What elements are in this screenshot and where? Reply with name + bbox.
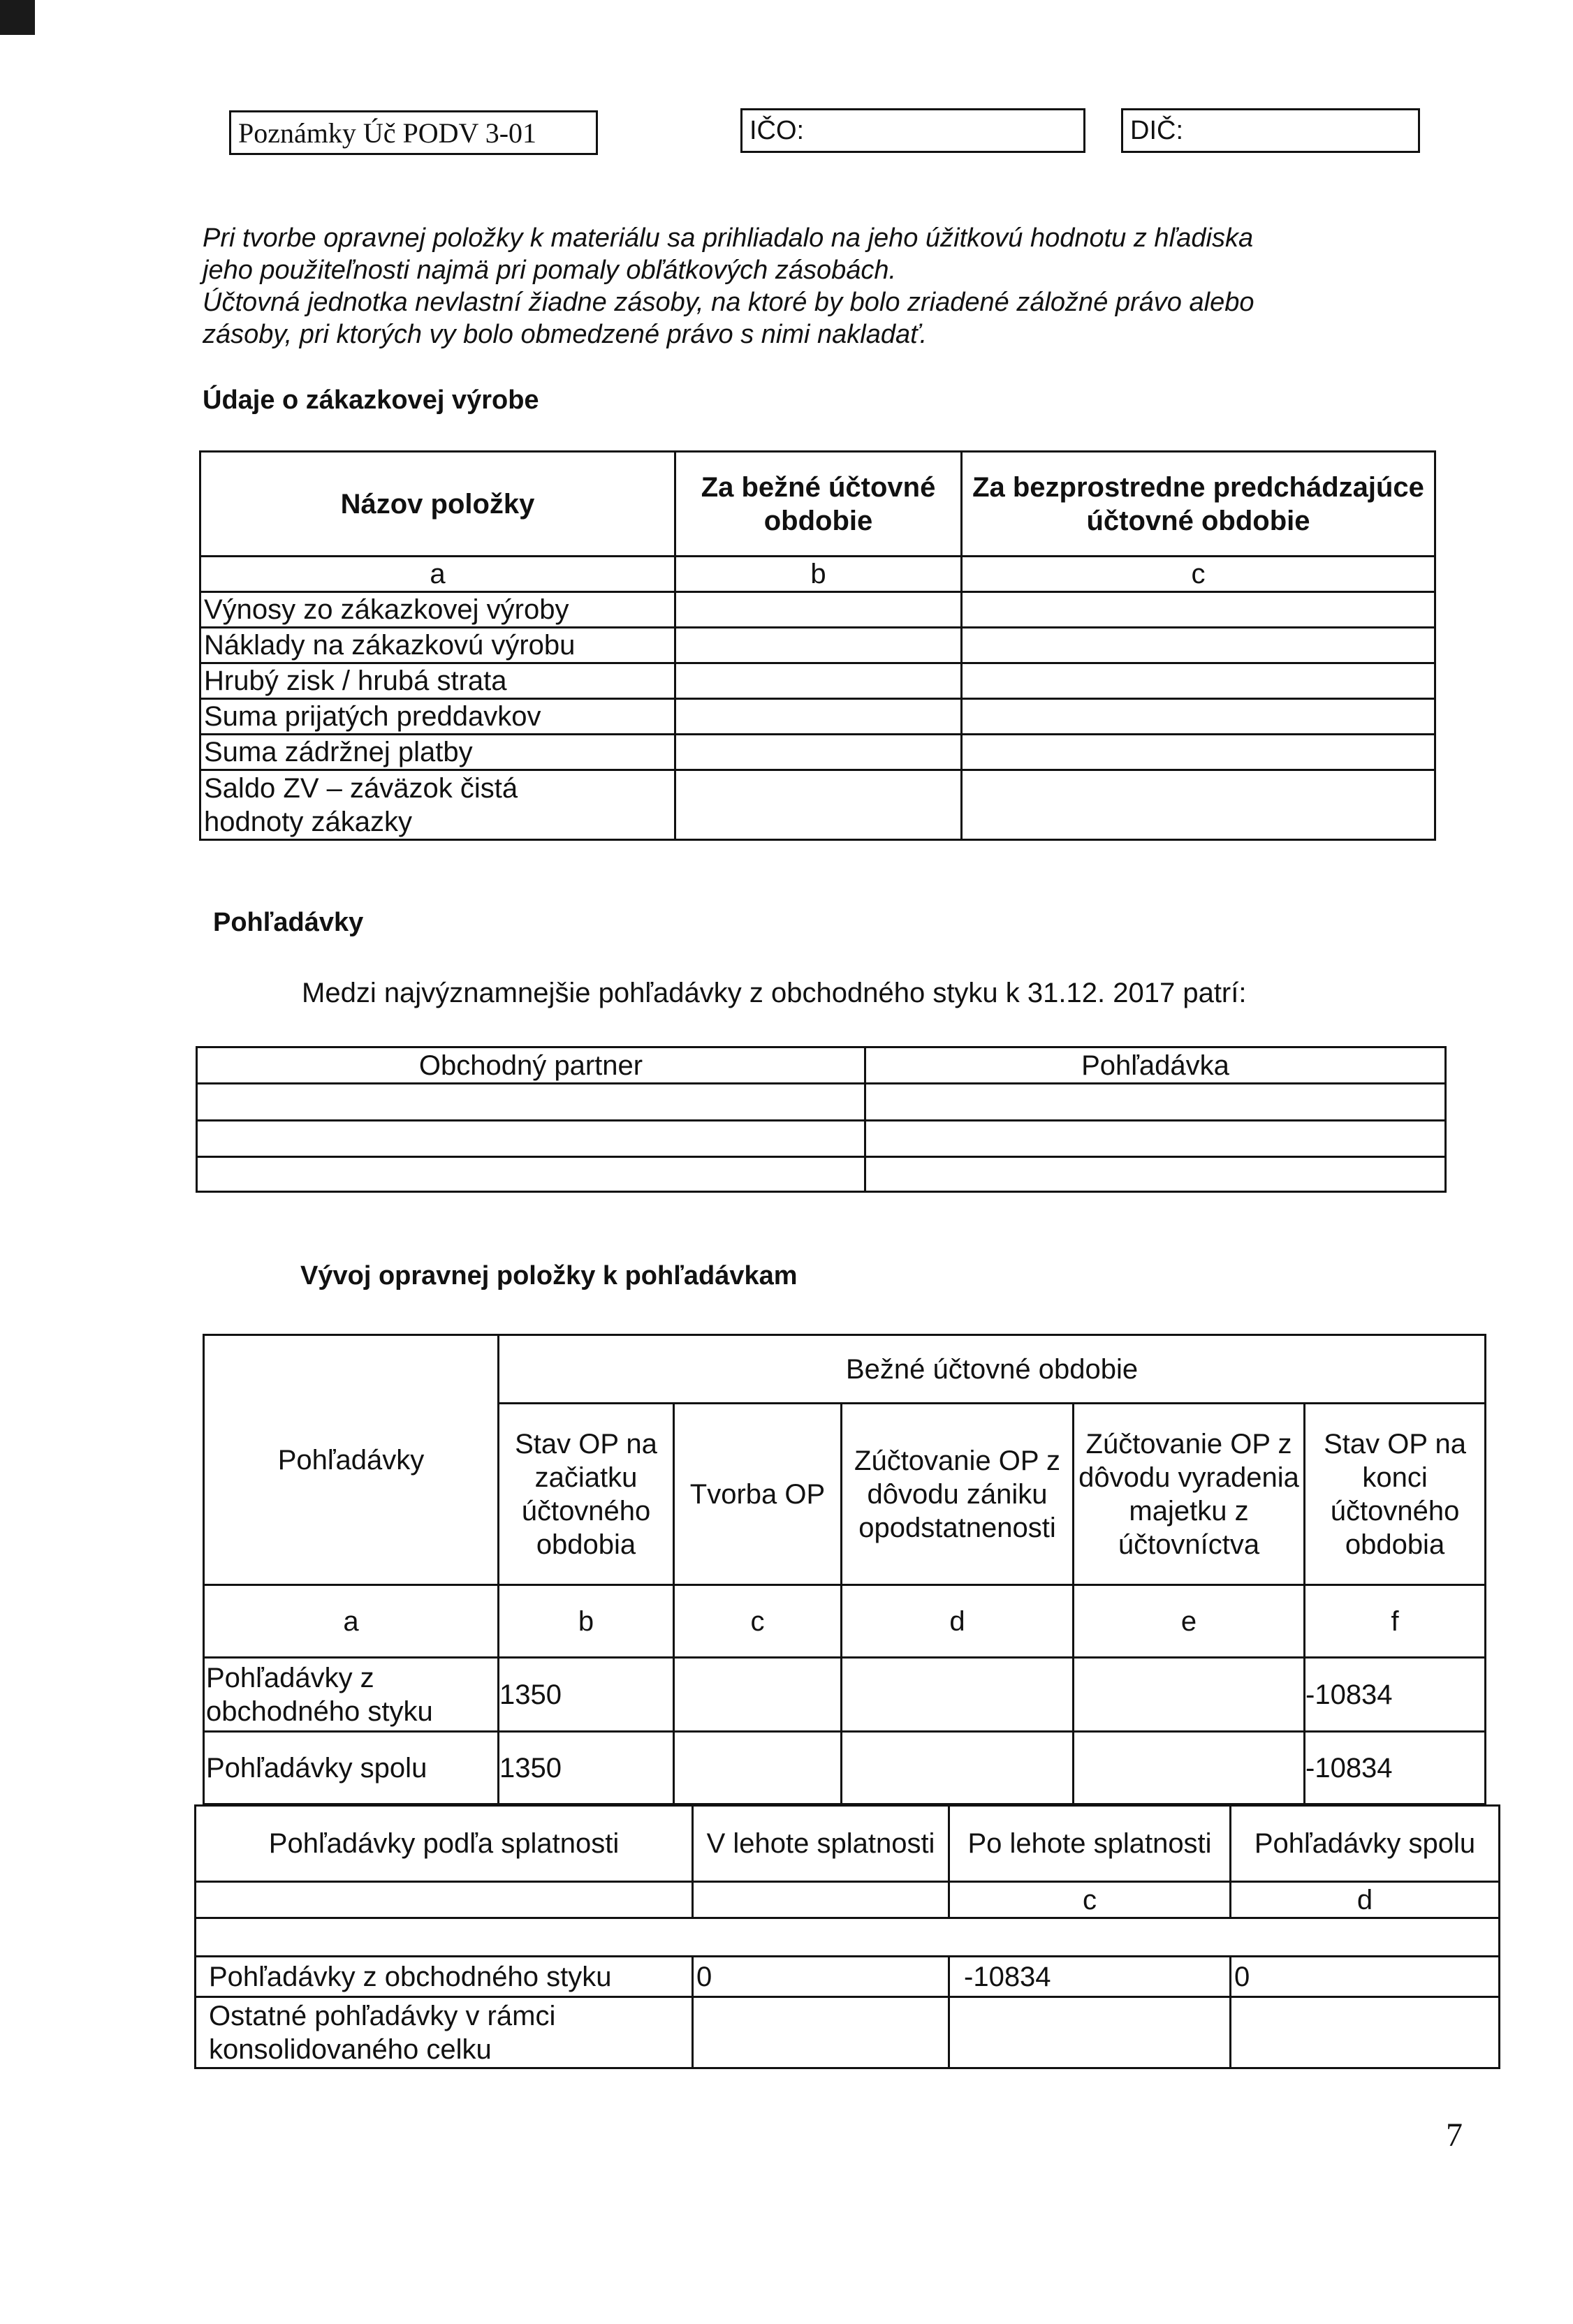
cell-pohladavka <box>865 1157 1446 1192</box>
form-label-box <box>229 110 598 155</box>
section-title-zakazkova-vyroba: Údaje o zákazkovej výrobe <box>203 385 539 415</box>
column-letter: c <box>674 1585 842 1658</box>
cell-previous <box>962 735 1435 770</box>
cell-pohladavka <box>865 1121 1446 1157</box>
dic-label: DIČ: <box>1130 115 1183 145</box>
row-header: Pohľadávky <box>204 1335 499 1585</box>
cell-f: -10834 <box>1305 1732 1486 1804</box>
column-header: Zúčtovanie OP z dôvodu zániku opodstatnenosti <box>842 1404 1074 1585</box>
table-row <box>204 1732 1486 1804</box>
column-letter: e <box>1074 1585 1305 1658</box>
cell-current <box>675 628 962 663</box>
column-header: Pohľadávky spolu <box>1231 1806 1500 1882</box>
ico-field <box>740 108 1085 153</box>
pohladavky-intro: Medzi najvýznamnejšie pohľadávky z obchodného styku k 31.12. 2017 patrí: <box>302 978 1247 1008</box>
cell-v-lehote: 0 <box>693 1957 949 1997</box>
table-row <box>204 1658 1486 1732</box>
column-header: Pohľadávka <box>865 1047 1446 1084</box>
row-label: Pohľadávky spolu <box>204 1732 499 1804</box>
table-row <box>197 1084 1446 1121</box>
row-label: Náklady na zákazkovú výrobu <box>200 628 675 663</box>
cell-c <box>674 1732 842 1804</box>
row-label: Pohľadávky z obchodného styku <box>204 1658 499 1732</box>
intro-line: jeho použiteľnosti najmä pri pomaly obľátkových zásobách. <box>203 256 897 285</box>
cell-po-lehote: -10834 <box>949 1957 1231 1997</box>
column-header: Po lehote splatnosti <box>949 1806 1231 1882</box>
letter-row <box>204 1585 1486 1658</box>
splatnost-table <box>194 1804 1500 2069</box>
cell-current <box>675 735 962 770</box>
cell-po-lehote <box>949 1997 1231 2068</box>
row-label: Suma prijatých preddavkov <box>200 699 675 735</box>
column-letter: c <box>949 1882 1231 1918</box>
page-number: 7 <box>1446 2117 1463 2154</box>
cell-previous <box>962 770 1435 840</box>
letter-row <box>196 1882 1500 1918</box>
dic-field <box>1121 108 1420 153</box>
column-letter <box>693 1882 949 1918</box>
intro-line: Účtovná jednotka nevlastní žiadne zásoby, na ktoré by bolo zriadené záložné právo alebo <box>203 288 1254 317</box>
column-header: Tvorba OP <box>674 1404 842 1585</box>
cell-d <box>842 1732 1074 1804</box>
table-row <box>200 592 1435 628</box>
row-label: Výnosy zo zákazkovej výroby <box>200 592 675 628</box>
table-row <box>197 1157 1446 1192</box>
cell-previous <box>962 699 1435 735</box>
table-row <box>200 699 1435 735</box>
cell-b: 1350 <box>499 1658 674 1732</box>
cell-b: 1350 <box>499 1732 674 1804</box>
column-header: Stav OP na začiatku účtovného obdobia <box>499 1404 674 1585</box>
cell-partner <box>197 1084 865 1121</box>
spacer-row <box>196 1918 1500 1957</box>
cell-current <box>675 592 962 628</box>
column-header: Pohľadávky podľa splatnosti <box>196 1806 693 1882</box>
cell-e <box>1074 1658 1305 1732</box>
cell-c <box>674 1658 842 1732</box>
column-letter: c <box>962 557 1435 592</box>
column-letter: d <box>1231 1882 1500 1918</box>
form-label: Poznámky Úč PODV 3-01 <box>238 117 537 149</box>
table-row <box>200 663 1435 699</box>
section-title-pohladavky: Pohľadávky <box>213 908 364 937</box>
cell-current <box>675 770 962 840</box>
column-header: Stav OP na konci účtovného obdobia <box>1305 1404 1486 1585</box>
table-row <box>200 770 1435 840</box>
scan-mark <box>0 0 35 35</box>
table-header-row <box>204 1335 1486 1404</box>
column-letter: d <box>842 1585 1074 1658</box>
column-letter: b <box>499 1585 674 1658</box>
table-row <box>200 735 1435 770</box>
row-label: Hrubý zisk / hrubá strata <box>200 663 675 699</box>
cell-partner <box>197 1121 865 1157</box>
column-header: Za bežné účtovné obdobie <box>675 452 962 557</box>
zakazkova-vyroba-table <box>199 450 1436 841</box>
row-label: Saldo ZV – záväzok čistá hodnoty zákazky <box>200 770 675 840</box>
row-label: Pohľadávky z obchodného styku <box>196 1957 693 1997</box>
cell-pohladavka <box>865 1084 1446 1121</box>
cell-spolu: 0 <box>1231 1957 1500 1997</box>
cell-spolu <box>1231 1997 1500 2068</box>
row-label: Ostatné pohľadávky v rámci konsolidovaného celku <box>196 1997 693 2068</box>
table-row <box>200 628 1435 663</box>
column-header: Zúčtovanie OP z dôvodu vyradenia majetku z účtovníctva <box>1074 1404 1305 1585</box>
row-label: Suma zádržnej platby <box>200 735 675 770</box>
cell-previous <box>962 592 1435 628</box>
column-letter: a <box>200 557 675 592</box>
cell-current <box>675 663 962 699</box>
intro-line: Pri tvorbe opravnej položky k materiálu sa prihliadalo na jeho úžitkovú hodnotu z hľadiska <box>203 223 1254 253</box>
ico-label: IČO: <box>749 115 805 145</box>
column-header: Názov položky <box>200 452 675 557</box>
table-row <box>197 1121 1446 1157</box>
cell-e <box>1074 1732 1305 1804</box>
cell-v-lehote <box>693 1997 949 2068</box>
column-letter <box>196 1882 693 1918</box>
intro-paragraph <box>203 222 1432 351</box>
vyvoj-op-table <box>203 1334 1486 1805</box>
column-header: Obchodný partner <box>197 1047 865 1084</box>
column-header: V lehote splatnosti <box>693 1806 949 1882</box>
column-letter: a <box>204 1585 499 1658</box>
cell-d <box>842 1658 1074 1732</box>
cell-current <box>675 699 962 735</box>
column-header: Za bezprostredne predchádzajúce účtovné obdobie <box>962 452 1435 557</box>
empty-cell <box>196 1918 1500 1957</box>
table-header-row <box>200 452 1435 557</box>
table-row <box>196 1997 1500 2068</box>
column-letter: b <box>675 557 962 592</box>
table-row <box>196 1957 1500 1997</box>
cell-partner <box>197 1157 865 1192</box>
column-letter: f <box>1305 1585 1486 1658</box>
cell-f: -10834 <box>1305 1658 1486 1732</box>
cell-previous <box>962 628 1435 663</box>
letter-row <box>200 557 1435 592</box>
intro-line: zásoby, pri ktorých vy bolo obmedzené právo s nimi nakladať. <box>203 320 928 349</box>
table-header-row <box>197 1047 1446 1084</box>
cell-previous <box>962 663 1435 699</box>
group-header: Bežné účtovné obdobie <box>499 1335 1486 1404</box>
partner-table <box>196 1046 1447 1193</box>
table-header-row <box>196 1806 1500 1882</box>
section-title-vyvoj-op: Vývoj opravnej položky k pohľadávkam <box>300 1261 798 1290</box>
